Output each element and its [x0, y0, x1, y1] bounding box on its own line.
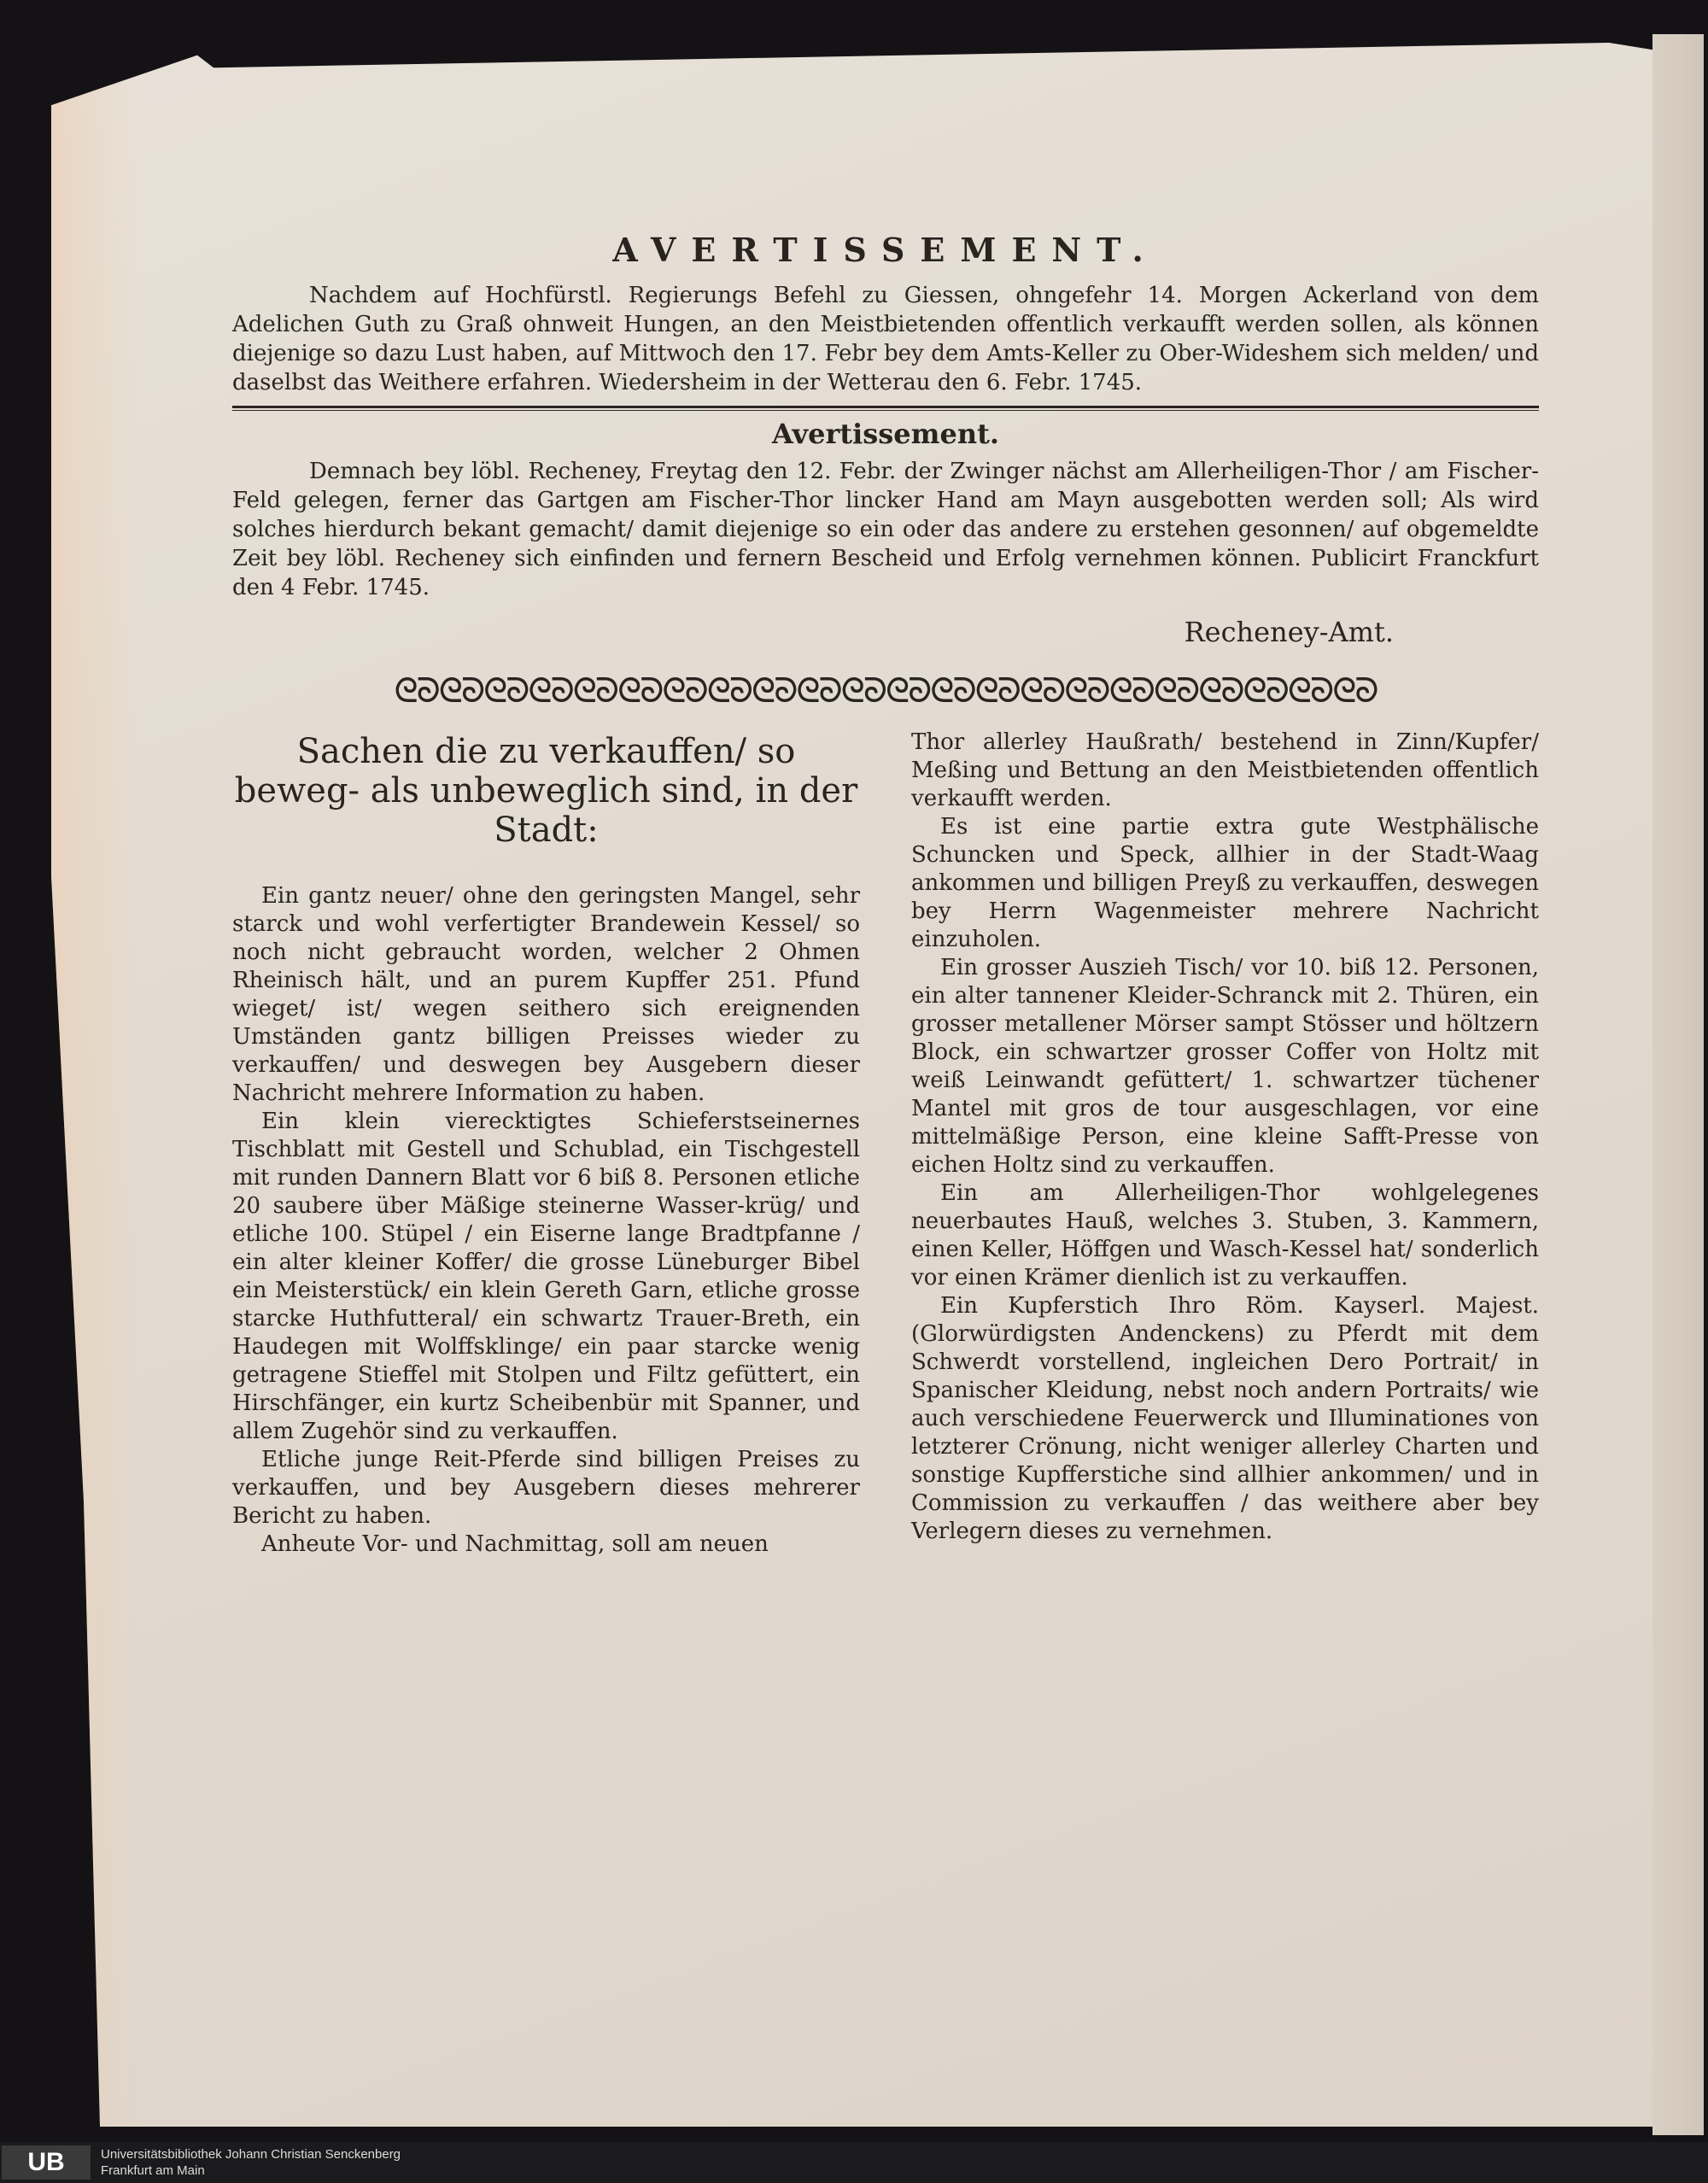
- page-edge: [1652, 34, 1704, 2135]
- list-item: Thor allerley Haußrath/ bestehend in Zinn/Kupfer/ Meßing und Bettung an den Meistbietenden offentlich verkaufft werden.: [911, 729, 1539, 811]
- list-item: Es ist eine partie extra gute Westphälische Schuncken und Speck, allhier in der Stadt-Waag ankommen und billigen Preyß zu verkauffen, deswegen bey Herrn Wagenmeister mehrere Nachricht einzuholen.: [911, 814, 1539, 952]
- notice1-text: Nachdem auf Hochfürstl. Regierungs Befehl zu Giessen, ohngefehr 14. Morgen Ackerland von dem Adelichen Guth zu Graß ohnweit Hungen, an den Meistbietenden offentlich verkaufft werden sollen, als können diejenige so dazu Lust haben, auf Mittwoch den 17. Febr bey dem Amts-Keller zu Ober-Wideshem sich melden/ und daselbst das Weithere erfahren. Wiedersheim in der Wetterau den 6. Febr. 1745.: [232, 283, 1539, 395]
- notice2-title: Avertissement.: [771, 418, 1000, 450]
- list-item: Ein grosser Auszieh Tisch/ vor 10. biß 12. Personen, ein alter tannener Kleider-Schranck mit 2. Thüren, ein grosser metallener Mörser sampt Stösser und höltzern Block, ein schwartzer grosser Coffer von Holtz mit weiß Leinwandt gefüttert/ 1. schwartzer tüchener Mantel mit gros de tour ausgeschlagen, vor eine mittelmäßige Person, eine kleine Safft-Presse von eichen Holtz sind zu verkauffen.: [911, 955, 1539, 1178]
- notice1-body: [232, 281, 1539, 397]
- notice2-body: [232, 457, 1539, 602]
- list-item: Ein am Allerheiligen-Thor wohlgelegenes neuerbautes Hauß, welches 3. Stuben, 3. Kammern, einen Keller, Höffgen und Wasch-Kessel hat/ sonderlich vor einen Krämer dienlich ist zu verkauffen.: [911, 1180, 1539, 1290]
- sale-heading: Sachen die zu verkauffen/ so beweg- als unbeweglich sind, in der Stadt:: [234, 732, 858, 850]
- library-logo: UB: [2, 2145, 91, 2180]
- list-item: Anheute Vor- und Nachmittag, soll am neuen: [261, 1531, 769, 1557]
- library-credit: [101, 2146, 401, 2179]
- notice2-signature: Recheney-Amt.: [1184, 616, 1394, 648]
- page-content: [232, 231, 1539, 1559]
- list-item: Etliche junge Reit-Pferde sind billigen Preises zu verkauffen, und bey Ausgebern dieses mehrerer Bericht zu haben.: [232, 1447, 860, 1529]
- library-city: Frankfurt am Main: [101, 2163, 205, 2178]
- notice2-text: Demnach bey löbl. Recheney, Freytag den 12. Febr. der Zwinger nächst am Allerheiligen-Thor / am Fischer-Feld gelegen, ferner das Gartgen am Fischer-Thor lincker Hand am Mayn ausgebotten werden soll; Als wird solches hierdurch bekant gemacht/ damit diejenige so ein oder das andere zu erstehen gesonnen/ auf obgemeldte Zeit bey löbl. Recheney sich einfinden und fernern Bescheid und Erfolg vernehmen können. Publicirt Franckfurt den 4 Febr. 1745.: [232, 459, 1539, 600]
- ornament-border: ᘓᘐᘓᘐᘓᘐᘓᘐᘓᘐᘓᘐᘓᘐᘓᘐᘓᘐᘓᘐᘓᘐᘓᘐᘓᘐᘓᘐᘓᘐᘓᘐᘓᘐᘓᘐᘓᘐᘓᘐᘓᘐᘓᘐ: [394, 674, 1378, 708]
- right-column: [911, 729, 1539, 1559]
- left-column: [232, 729, 860, 1559]
- library-name: Universitätsbibliothek Johann Christian Senckenberg: [101, 2147, 401, 2162]
- divider-rule: [232, 406, 1539, 411]
- notice1-title: AVERTISSEMENT.: [612, 231, 1159, 269]
- list-item: Ein gantz neuer/ ohne den geringsten Mangel, sehr starck und wohl verfertigter Brandewein Kessel/ so noch nicht gebraucht worden, welcher 2 Ohmen Rheinisch hält, und an purem Kupffer 251. Pfund wieget/ ist/ wegen seithero sich ereignenden Umständen gantz billigen Preisses wieder zu verkauffen/ und deswegen bey Ausgebern dieser Nachricht mehrere Information zu haben.: [232, 883, 860, 1106]
- list-item: Ein Kupferstich Ihro Röm. Kayserl. Majest. (Glorwürdigsten Andenckens) zu Pferdt mit dem Schwerdt vorstellend, ingleichen Dero Portrait/ in Spanischer Kleidung, nebst noch andern Portraits/ wie auch verschiedene Feuerwerck und Illuminationes von letzterer Crönung, nicht weniger allerley Charten und sonstige Kupfferstiche sind allhier ankommen/ und in Commission zu verkauffen / das weithere aber bey Verlegern dieses zu vernehmen.: [911, 1293, 1539, 1544]
- list-item: Ein klein vierecktigtes Schieferstseinernes Tischblatt mit Gestell und Schublad, ein Tischgestell mit runden Dannern Blatt vor 6 biß 8. Personen etliche 20 saubere über Mäßige steinerne Wasser-krüg/ und etliche 100. Stüpel / ein Eiserne lange Bradtpfanne / ein alter kleiner Koffer/ die grosse Lüneburger Bibel ein Meisterstück/ ein klein Gereth Garn, etliche grosse starcke Huthfutteral/ ein schwartz Trauer-Breth, ein Haudegen mit Wolffsklinge/ ein paar starcke wenig getragene Stieffel mit Stolpen und Filtz gefüttert, ein Hirschfänger, ein kurtz Scheibenbür mit Spanner, und allem Zugehör sind zu verkauffen.: [232, 1109, 860, 1444]
- sale-columns: [232, 729, 1539, 1559]
